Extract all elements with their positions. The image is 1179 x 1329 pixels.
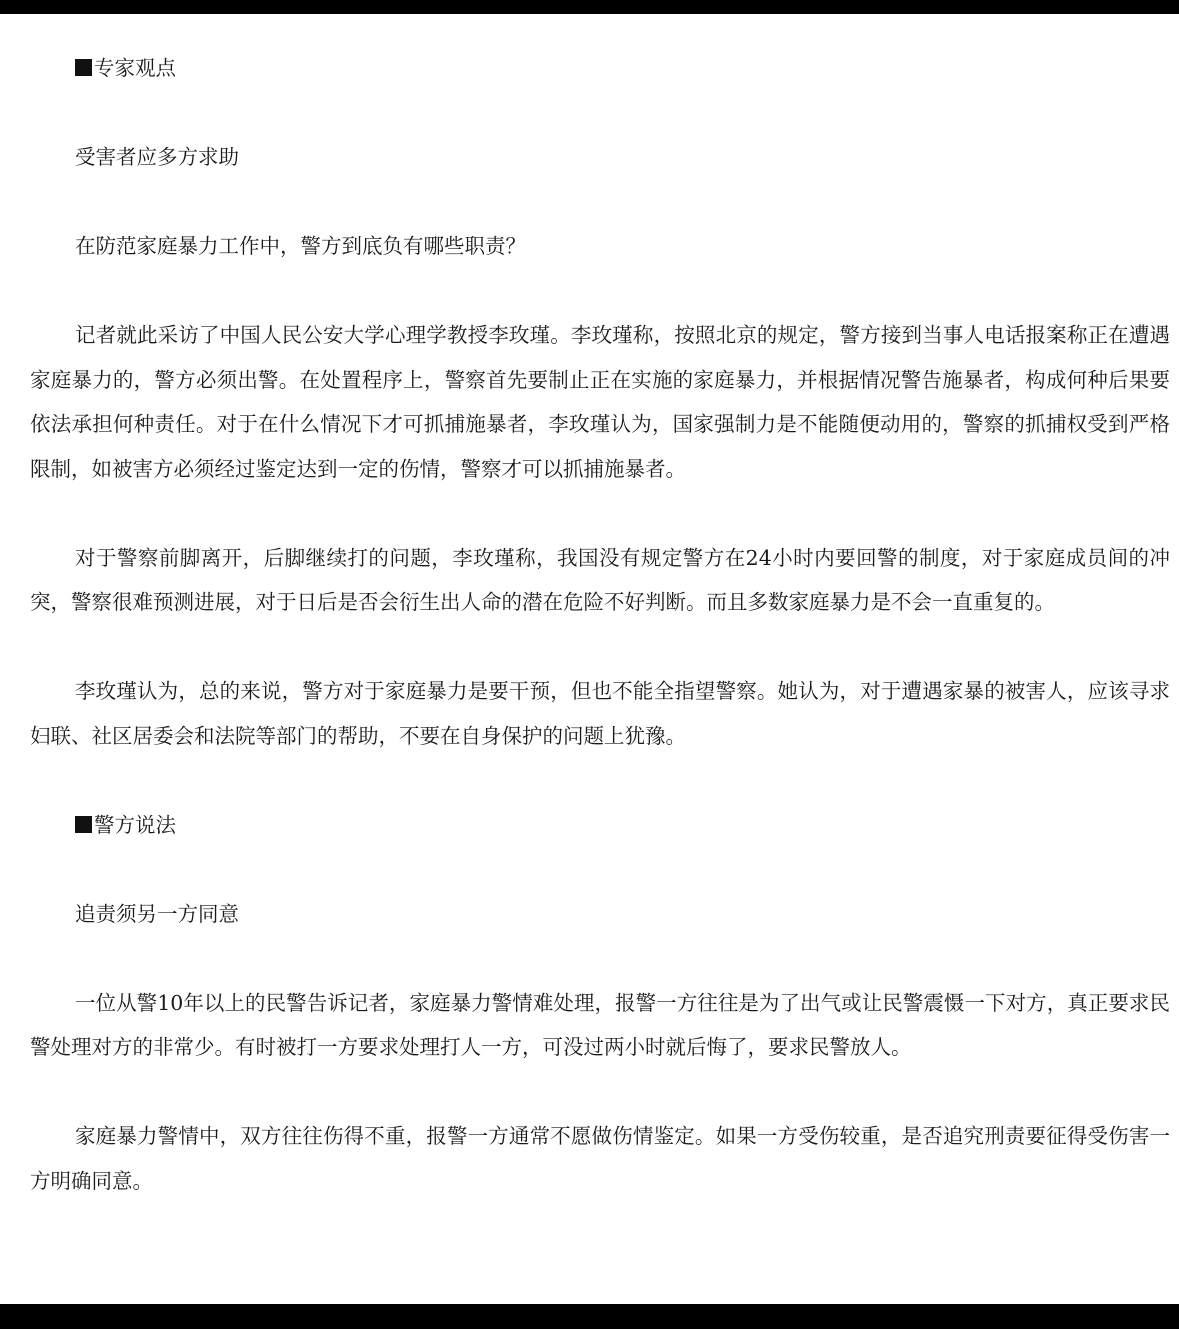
article-body (30, 46, 1170, 1248)
document-page (0, 14, 1179, 1304)
subheading-consent-required: 追责须另一方同意 (75, 901, 239, 926)
subheading-victims-seek-help: 受害者应多方求助 (75, 145, 239, 169)
section-heading-police-statement (30, 803, 1170, 848)
section-heading-text: 警方说法 (94, 812, 176, 837)
paragraph-interview-li-meijin: 记者就此采访了中国人民公安大学心理学教授李玫瑾。李玫瑾称，按照北京的规定，警方接到当事人电话报案称正在遭遇家庭暴力的，警方必须出警。在处置程序上，警察首先要制止正在实施的家庭暴力，并根据情况警告施暴者，构成何种后果要依法承担何种责任。对于在什么情况下才可抓捕施暴者，李玫瑾认为，国家强制力是不能随便动用的，警察的抓捕权受到严格限制，如被害方必须经过鉴定达到一定的伤情，警察才可以抓捕施暴者。 (30, 323, 1170, 481)
section-heading-text: 专家观点 (94, 56, 176, 80)
black-square-bullet-icon (75, 59, 92, 76)
section-heading-expert-view (30, 46, 1170, 91)
paragraph-police-duties-question: 在防范家庭暴力工作中，警方到底负有哪些职责？ (75, 234, 526, 258)
paragraph-seek-other-help: 李玫瑾认为，总的来说，警方对于家庭暴力是要干预，但也不能全指望警察。她认为，对于遭遇家暴的被害人，应该寻求妇联、社区居委会和法院等部门的帮助，不要在自身保护的问题上犹豫。 (30, 679, 1170, 748)
paragraph-injury-assessment: 家庭暴力警情中，双方往往伤得不重，报警一方通常不愿做伤情鉴定。如果一方受伤较重，是否追究刑责要征得受伤害一方明确同意。 (30, 1124, 1170, 1193)
paragraph-return-visit-issue: 对于警察前脚离开，后脚继续打的问题，李玫瑾称，我国没有规定警方在24小时内要回警的制度，对于家庭成员间的冲突，警察很难预测进展，对于日后是否会衍生出人命的潜在危险不好判断。而且多数家庭暴力是不会一直重复的。 (30, 545, 1170, 614)
bottom-black-bar (0, 1304, 1179, 1329)
paragraph-officer-interview: 一位从警10年以上的民警告诉记者，家庭暴力警情难处理，报警一方往往是为了出气或让民警震慑一下对方，真正要求民警处理对方的非常少。有时被打一方要求处理打人一方，可没过两小时就后悔了，要求民警放人。 (30, 990, 1170, 1059)
black-square-bullet-icon (75, 816, 92, 833)
